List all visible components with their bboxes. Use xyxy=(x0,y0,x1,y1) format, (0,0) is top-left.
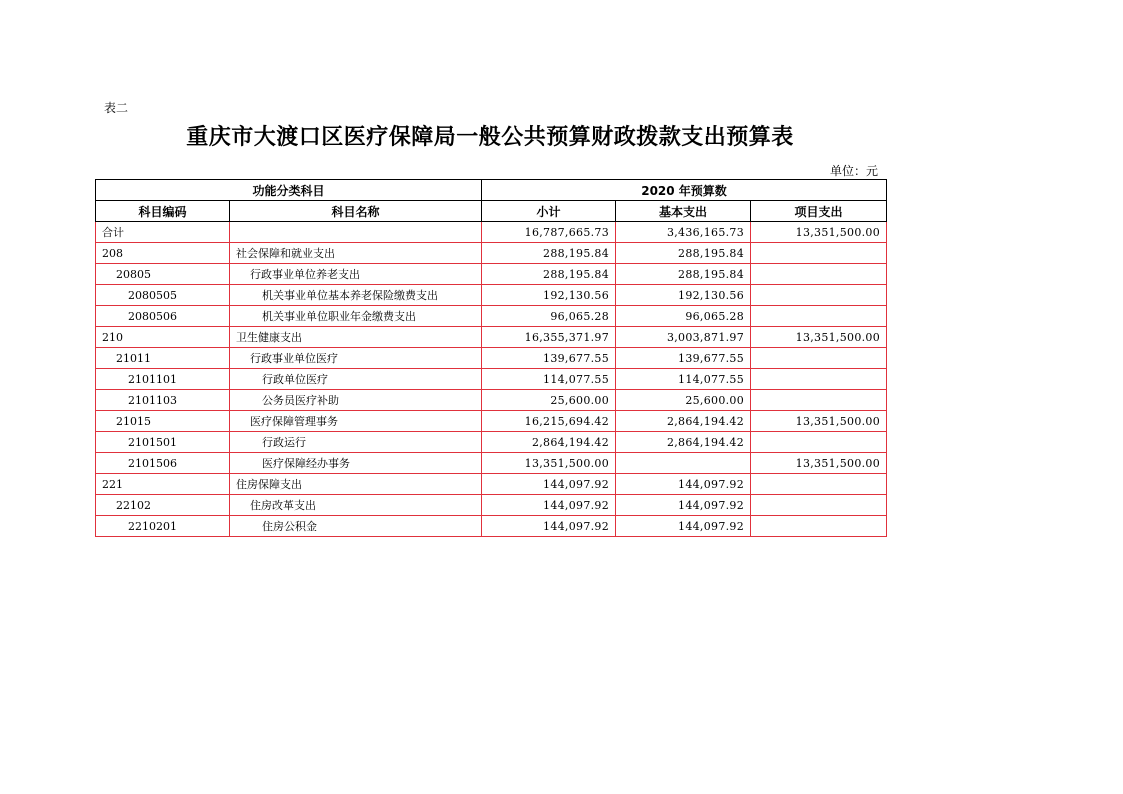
cell-project xyxy=(751,474,887,495)
cell-name: 行政运行 xyxy=(230,432,482,453)
cell-subtotal: 25,600.00 xyxy=(482,390,616,411)
cell-subtotal: 16,355,371.97 xyxy=(482,327,616,348)
cell-basic: 288,195.84 xyxy=(616,243,751,264)
cell-code: 221 xyxy=(96,474,230,495)
cell-subtotal: 144,097.92 xyxy=(482,495,616,516)
cell-name: 社会保障和就业支出 xyxy=(230,243,482,264)
cell-project xyxy=(751,264,887,285)
table-row xyxy=(96,369,887,390)
cell-basic: 144,097.92 xyxy=(616,516,751,537)
cell-project xyxy=(751,243,887,264)
cell-project xyxy=(751,285,887,306)
header-name: 科目名称 xyxy=(230,201,482,222)
cell-name: 住房改革支出 xyxy=(230,495,482,516)
cell-name: 机关事业单位基本养老保险缴费支出 xyxy=(230,285,482,306)
table-header xyxy=(96,180,887,222)
cell-name: 住房公积金 xyxy=(230,516,482,537)
cell-basic: 144,097.92 xyxy=(616,474,751,495)
cell-project: 13,351,500.00 xyxy=(751,411,887,432)
cell-project xyxy=(751,369,887,390)
cell-code: 2101101 xyxy=(96,369,230,390)
cell-project: 13,351,500.00 xyxy=(751,453,887,474)
table-row xyxy=(96,453,887,474)
cell-basic: 288,195.84 xyxy=(616,264,751,285)
header-code: 科目编码 xyxy=(96,201,230,222)
cell-name: 住房保障支出 xyxy=(230,474,482,495)
cell-basic: 3,436,165.73 xyxy=(616,222,751,243)
table-number-label: 表二 xyxy=(104,101,129,115)
cell-basic: 139,677.55 xyxy=(616,348,751,369)
cell-name xyxy=(230,222,482,243)
cell-code: 合计 xyxy=(96,222,230,243)
cell-code: 21015 xyxy=(96,411,230,432)
cell-basic: 192,130.56 xyxy=(616,285,751,306)
cell-code: 20805 xyxy=(96,264,230,285)
table-body xyxy=(96,222,887,537)
table-row xyxy=(96,285,887,306)
cell-code: 21011 xyxy=(96,348,230,369)
cell-name: 医疗保障管理事务 xyxy=(230,411,482,432)
cell-code: 2101501 xyxy=(96,432,230,453)
cell-subtotal: 144,097.92 xyxy=(482,474,616,495)
cell-basic: 2,864,194.42 xyxy=(616,411,751,432)
cell-subtotal: 139,677.55 xyxy=(482,348,616,369)
cell-project xyxy=(751,306,887,327)
cell-name: 医疗保障经办事务 xyxy=(230,453,482,474)
cell-name: 机关事业单位职业年金缴费支出 xyxy=(230,306,482,327)
table-row xyxy=(96,306,887,327)
cell-basic: 25,600.00 xyxy=(616,390,751,411)
cell-basic: 2,864,194.42 xyxy=(616,432,751,453)
cell-subtotal: 96,065.28 xyxy=(482,306,616,327)
cell-name: 行政事业单位医疗 xyxy=(230,348,482,369)
cell-code: 22102 xyxy=(96,495,230,516)
cell-code: 2101103 xyxy=(96,390,230,411)
cell-code: 2210201 xyxy=(96,516,230,537)
table-row xyxy=(96,495,887,516)
header-project: 项目支出 xyxy=(751,201,887,222)
cell-project: 13,351,500.00 xyxy=(751,327,887,348)
cell-project xyxy=(751,348,887,369)
table-row xyxy=(96,348,887,369)
table-row xyxy=(96,411,887,432)
table-row xyxy=(96,327,887,348)
cell-subtotal: 192,130.56 xyxy=(482,285,616,306)
cell-project xyxy=(751,432,887,453)
table-row xyxy=(96,243,887,264)
cell-subtotal: 2,864,194.42 xyxy=(482,432,616,453)
cell-project xyxy=(751,495,887,516)
table-row xyxy=(96,516,887,537)
table-row xyxy=(96,222,887,243)
cell-basic: 96,065.28 xyxy=(616,306,751,327)
cell-project xyxy=(751,390,887,411)
cell-name: 行政事业单位养老支出 xyxy=(230,264,482,285)
cell-subtotal: 13,351,500.00 xyxy=(482,453,616,474)
cell-project: 13,351,500.00 xyxy=(751,222,887,243)
cell-subtotal: 114,077.55 xyxy=(482,369,616,390)
header-group-row xyxy=(96,180,887,201)
cell-code: 2101506 xyxy=(96,453,230,474)
cell-subtotal: 16,215,694.42 xyxy=(482,411,616,432)
cell-basic: 3,003,871.97 xyxy=(616,327,751,348)
budget-table xyxy=(95,179,887,537)
header-function-category: 功能分类科目 xyxy=(96,180,482,201)
header-basic: 基本支出 xyxy=(616,201,751,222)
cell-name: 卫生健康支出 xyxy=(230,327,482,348)
cell-name: 行政单位医疗 xyxy=(230,369,482,390)
table-row xyxy=(96,474,887,495)
table-row xyxy=(96,390,887,411)
cell-subtotal: 288,195.84 xyxy=(482,243,616,264)
header-budget-2020: 2020 年预算数 xyxy=(482,180,887,201)
cell-code: 210 xyxy=(96,327,230,348)
cell-project xyxy=(751,516,887,537)
header-subtotal: 小计 xyxy=(482,201,616,222)
table-row xyxy=(96,432,887,453)
cell-subtotal: 144,097.92 xyxy=(482,516,616,537)
page-title: 重庆市大渡口区医疗保障局一般公共预算财政拨款支出预算表 xyxy=(186,125,794,150)
cell-code: 2080506 xyxy=(96,306,230,327)
unit-label: 单位：元 xyxy=(829,164,878,178)
cell-basic: 114,077.55 xyxy=(616,369,751,390)
cell-basic xyxy=(616,453,751,474)
cell-basic: 144,097.92 xyxy=(616,495,751,516)
cell-code: 2080505 xyxy=(96,285,230,306)
header-column-row xyxy=(96,201,887,222)
cell-name: 公务员医疗补助 xyxy=(230,390,482,411)
cell-subtotal: 288,195.84 xyxy=(482,264,616,285)
cell-subtotal: 16,787,665.73 xyxy=(482,222,616,243)
table-row xyxy=(96,264,887,285)
cell-code: 208 xyxy=(96,243,230,264)
